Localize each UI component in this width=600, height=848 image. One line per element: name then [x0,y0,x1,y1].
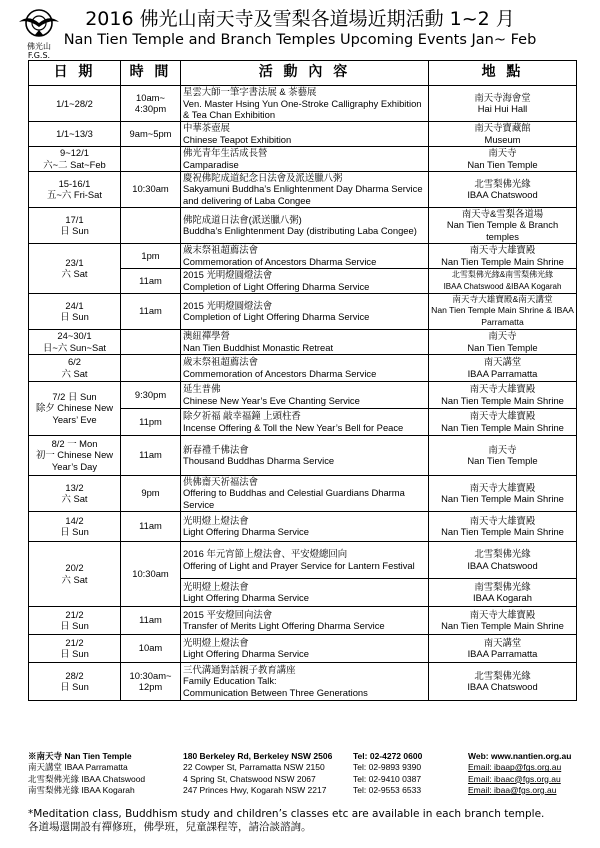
table-row [29,541,577,578]
row-time: 11am [121,606,181,634]
row-time: 9:30pm [121,381,181,408]
location-cn: 南天講堂 [483,636,522,648]
table-row [29,475,577,511]
footnote [28,808,544,834]
location-en: Museum [484,133,521,145]
location-en: Nan Tien Temple Main Shrine [441,493,564,505]
activity-cn: 澳紐禪學營 [183,330,230,342]
branch-name: ※南天寺 Nan Tien Temple [28,751,132,761]
activity-en: Light Offering Dharma Service [183,592,309,604]
branch-email[interactable]: Email: ibaap@fgs.org.au [468,762,562,773]
row-activity [181,86,429,122]
table-row [29,207,577,243]
location-cn: 南天寺大雄寶殿 [469,383,536,395]
row-location [429,541,577,578]
row-date: 24~30/1 日~六 Sun~Sat [29,329,121,354]
location-cn: 南雪梨佛光緣 [474,580,531,592]
branch-tel: Tel: 02-9893 9390 [353,762,422,773]
activity-en: Family Education Talk: Communication Between Three Generations [183,675,368,699]
location-cn: 南天寺寶藏館 [474,122,531,134]
location-en: IBAA Parramatta [467,648,538,660]
location-cn: 北雪梨佛光緣 [474,548,531,560]
table-row [29,171,577,207]
row-date: 13/2 六 Sat [29,475,121,511]
row-activity [181,329,429,354]
activity-cn: 2016 年元宵節上燈法會、平安燈總回向 [183,548,348,560]
location-en: Nan Tien Temple & Branch temples [446,219,559,243]
row-location [429,207,577,243]
location-en: IBAA Chatswood &IBAA Kogarah [443,281,562,291]
row-time: 10:30am [121,171,181,207]
activity-en: Commemoration of Ancestors Dharma Service [183,255,377,267]
activity-en: Transfer of Merits Light Offering Dharma Service [183,620,385,632]
footer-row [28,774,580,785]
location-en: Nan Tien Temple Main Shrine [441,394,564,406]
branch-name: 南雪梨佛光緣 IBAA Kogarah [28,784,135,795]
row-time [121,207,181,243]
row-activity [181,243,429,268]
row-date: 21/2 日 Sun [29,606,121,634]
location-cn: 南天寺大雄寶殿&南天講堂 [452,293,553,304]
row-location [429,293,577,329]
activity-en: Chinese Teapot Exhibition [183,133,292,145]
row-time: 10am [121,634,181,662]
location-en: Nan Tien Temple Main Shrine [441,255,564,267]
activity-en: Incense Offering & Toll the New Year’s Bell for Peace [183,421,404,433]
row-activity [181,541,429,578]
row-time: 1pm [121,243,181,268]
branch-name: 南天講堂 IBAA Parramatta [28,762,128,773]
branch-tel: Tel: 02-4272 0600 [353,751,423,761]
row-location [429,435,577,475]
row-location [429,268,577,293]
row-time: 9pm [121,475,181,511]
location-cn: 南天寺大雄寶殿 [469,410,536,422]
row-location [429,354,577,381]
header-time: 時 間 [121,61,181,86]
row-date: 6/2 六 Sat [29,354,121,381]
activity-en: Ven. Master Hsing Yun One-Stroke Calligraphy Exhibition & Tea Chan Exhibition [183,97,422,121]
row-activity [181,354,429,381]
table-row [29,511,577,541]
location-cn: 南天寺大雄寶殿 [469,608,536,620]
activity-cn: 光明燈上燈法會 [183,580,249,592]
row-location [429,121,577,146]
activity-cn: 光明燈上燈法會 [183,514,249,526]
location-en: IBAA Parramatta [467,367,538,379]
activity-cn: 佛光青年生活成長營 [183,147,268,159]
contact-footer [28,751,580,796]
branch-address: 22 Cowper St, Parramatta NSW 2150 [183,762,325,773]
location-en: Nan Tien Temple Main Shrine [441,421,564,433]
row-activity [181,408,429,435]
row-time [121,329,181,354]
branch-address: 247 Princes Hwy, Kogarah NSW 2217 [183,784,327,795]
row-location [429,329,577,354]
activity-cn: 慶祝佛陀成道紀念日法會及派送臘八粥 [183,171,343,183]
location-en: IBAA Chatswood [467,681,538,693]
activity-cn: 歲末祭祖超薦法會 [183,356,259,368]
activity-en: Offering of Light and Prayer Service for Lantern Festival [183,559,415,571]
row-date: 8/2 一 Mon 初一 Chinese New Year’s Day [29,435,121,475]
footer-row [28,751,580,762]
row-activity [181,634,429,662]
location-cn: 南天講堂 [483,356,522,368]
location-cn: 北雪梨佛光緣 [474,669,531,681]
location-cn: 南天寺大雄寶殿 [469,481,536,493]
row-time: 11am [121,511,181,541]
footer-row [28,785,580,796]
logo-text-cn: 佛光山 [27,42,51,51]
row-date: 14/2 日 Sun [29,511,121,541]
activity-cn: 2015 光明燈圓燈法會 [183,269,273,281]
row-time: 11pm [121,408,181,435]
activity-cn: 佛陀成道日法會(派送臘八粥) [183,213,302,225]
table-row [29,121,577,146]
page-title-en: Nan Tien Temple and Branch Temples Upcoming Events Jan~ Feb [63,32,537,48]
row-date: 1/1~13/3 [29,121,121,146]
row-location [429,511,577,541]
row-time: 10:30am [121,541,181,606]
activity-cn: 2015 光明燈圓燈法會 [183,299,273,311]
activity-cn: 歲末祭祖超薦法會 [183,244,259,256]
branch-tel: Tel: 02-9553 6533 [353,784,422,795]
location-en: Hai Hui Hall [477,103,528,115]
row-activity [181,121,429,146]
row-time: 10:30am~ 12pm [121,662,181,700]
row-date: 17/1 日 Sun [29,207,121,243]
activity-en: Commemoration of Ancestors Dharma Service [183,367,377,379]
branch-name: 北雪梨佛光緣 IBAA Chatswood [28,773,146,784]
table-row [29,243,577,268]
row-time: 11am [121,435,181,475]
row-date: 24/1 日 Sun [29,293,121,329]
branch-address: 4 Spring St, Chatswood NSW 2067 [183,773,316,784]
activity-cn: 延生普佛 [183,383,221,395]
activity-en: Light Offering Dharma Service [183,648,309,660]
activity-cn: 星雲大師一筆字書法展 & 茶藝展 [183,86,317,97]
activity-en: Buddha’s Enlightenment Day (distributing Laba Congee) [183,225,417,237]
location-en: Nan Tien Temple [467,158,538,170]
activity-cn: 光明燈上燈法會 [183,636,249,648]
row-activity [181,606,429,634]
row-time: 11am [121,293,181,329]
logo-text-en: F.G.S. [27,51,51,60]
row-activity [181,171,429,207]
row-location [429,408,577,435]
row-location [429,86,577,122]
row-location [429,146,577,171]
branch-web[interactable]: Web: www.nantien.org.au [468,751,572,761]
activity-en: Nan Tien Buddhist Monastic Retreat [183,341,334,353]
table-row [29,354,577,381]
location-en: Nan Tien Temple [467,341,538,353]
table-row [29,329,577,354]
table-row [29,662,577,700]
footnote-en: *Meditation class, Buddhism study and children’s classes etc are available in each branch temple. [28,808,545,820]
row-date: 20/2 六 Sat [29,541,121,606]
activity-cn: 除夕祈福 敲幸福鐘 上頭柱香 [183,410,301,422]
location-cn: 北雪梨佛光緣&南雪梨佛光緣 [451,270,554,280]
row-location [429,171,577,207]
branch-tel: Tel: 02-9410 0387 [353,773,422,784]
row-location [429,381,577,408]
row-date: 21/2 日 Sun [29,634,121,662]
row-location [429,243,577,268]
header-location: 地 點 [429,61,577,86]
row-date: 23/1 六 Sat [29,243,121,293]
header-date: 日 期 [29,61,121,86]
row-time: 10am~ 4:30pm [121,86,181,122]
activity-en: Offering to Buddhas and Celestial Guardians Dharma Service [183,487,405,511]
row-location [429,606,577,634]
row-activity [181,381,429,408]
events-table [28,60,577,701]
location-cn: 南天寺 [488,147,517,159]
row-date: 1/1~28/2 [29,86,121,122]
location-cn: 南天寺海會堂 [474,91,531,103]
branch-email[interactable]: Email: ibaa@fgs.org.au [468,784,557,795]
location-en: IBAA Kogarah [473,592,532,604]
table-row [29,293,577,329]
row-activity [181,475,429,511]
table-row [29,146,577,171]
row-location [429,634,577,662]
header-activity: 活 動 內 容 [181,61,429,86]
row-activity [181,146,429,171]
location-cn: 南天寺 [488,330,517,342]
page-title-cn: 2016 佛光山南天寺及雪梨各道場近期活動 1~2 月 [85,8,515,30]
table-row [29,606,577,634]
table-row [29,381,577,408]
row-time [121,146,181,171]
activity-en: Sakyamuni Buddha’s Enlightenment Day Dharma Service and delivering of Laba Congee [183,183,423,207]
location-en: IBAA Chatswood [467,189,538,201]
row-time: 9am~5pm [121,121,181,146]
row-activity [181,293,429,329]
location-en: Nan Tien Temple [467,455,538,467]
location-en: Nan Tien Temple Main Shrine & IBAA Parramatta [431,305,574,328]
location-cn: 南天寺大雄寶殿 [469,514,536,526]
row-date: 9~12/1 六~二 Sat~Feb [29,146,121,171]
location-cn: 南天寺大雄寶殿 [469,244,536,256]
row-date: 28/2 日 Sun [29,662,121,700]
activity-en: Camparadise [183,158,239,170]
location-en: IBAA Chatswood [467,559,538,571]
activity-en: Light Offering Dharma Service [183,526,309,538]
location-cn: 南天寺 [488,443,517,455]
activity-cn: 三代溝通對話親子教育講座 [183,663,296,675]
row-time: 11am [121,268,181,293]
row-location [429,475,577,511]
row-activity [181,662,429,700]
location-en: Nan Tien Temple Main Shrine [441,620,564,632]
row-activity [181,511,429,541]
location-cn: 北雪梨佛光緣 [474,177,531,189]
branch-address: 180 Berkeley Rd, Berkeley NSW 2506 [183,751,333,761]
footnote-cn: 各道場還開設有禪修班，佛學班，兒童課程等，請洽談諮詢。 [28,821,312,833]
row-activity [181,435,429,475]
activity-en: Thousand Buddhas Dharma Service [183,455,335,467]
row-activity [181,578,429,606]
activity-en: Completion of Light Offering Dharma Service [183,311,370,323]
footer-row [28,762,580,773]
branch-email[interactable]: Email: ibaac@fgs.org.au [468,773,561,784]
table-row [29,86,577,122]
row-time [121,354,181,381]
location-cn: 南天寺&雪梨各道場 [461,207,544,219]
row-location [429,662,577,700]
activity-cn: 中華茶壺展 [183,122,230,134]
table-row [29,435,577,475]
location-en: Nan Tien Temple Main Shrine [441,526,564,538]
row-activity [181,207,429,243]
activity-cn: 新春禮千佛法會 [183,443,249,455]
row-date: 7/2 日 Sun 除夕 Chinese New Years’ Eve [29,381,121,435]
table-row [29,634,577,662]
table-header-row [29,61,577,86]
activity-en: Completion of Light Offering Dharma Service [183,280,370,292]
row-location [429,578,577,606]
row-activity [181,268,429,293]
activity-en: Chinese New Year’s Eve Chanting Service [183,394,360,406]
activity-cn: 2015 平安燈回向法會 [183,608,273,620]
activity-cn: 供佛齋天祈福法會 [183,475,259,487]
row-date: 15-16/1 五~六 Fri-Sat [29,171,121,207]
